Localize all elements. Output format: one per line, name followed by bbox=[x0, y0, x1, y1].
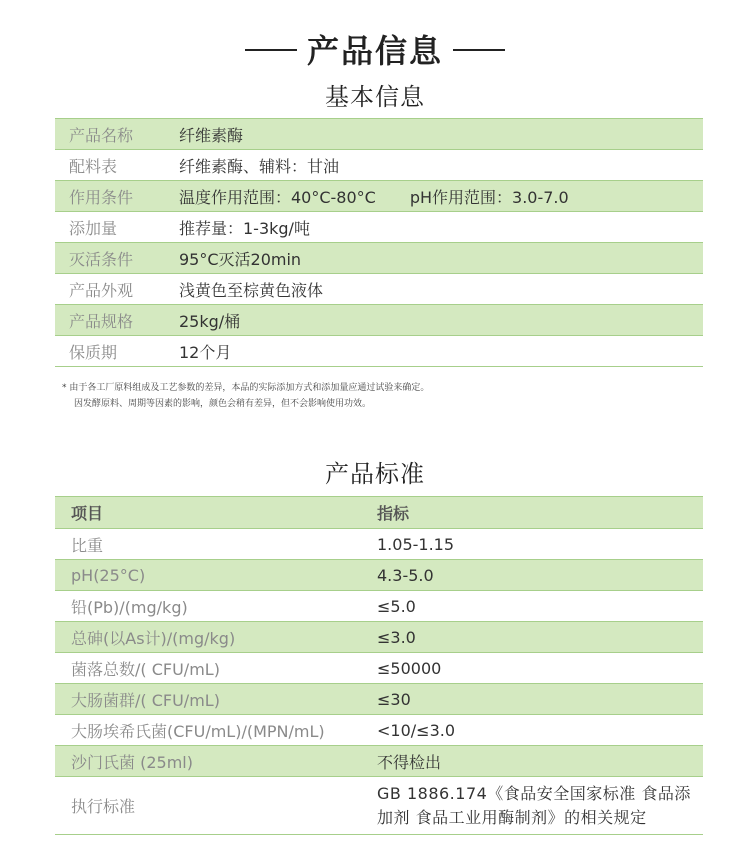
table-row bbox=[55, 560, 703, 591]
row-value: 25kg/桶 bbox=[179, 305, 703, 336]
standards-title: 产品标准 bbox=[325, 460, 425, 488]
title-dash-right bbox=[453, 49, 505, 51]
title-dash-left bbox=[245, 49, 297, 51]
row-value: ≤5.0 bbox=[377, 591, 703, 622]
row-value bbox=[179, 181, 703, 212]
row-item: 沙门氏菌 (25ml) bbox=[55, 746, 377, 777]
row-value: 推荐量：1-3kg/吨 bbox=[179, 212, 703, 243]
row-item: 铅(Pb)/(mg/kg) bbox=[55, 591, 377, 622]
basic-info-table bbox=[55, 118, 703, 367]
page-title bbox=[0, 26, 750, 72]
table-row bbox=[55, 715, 703, 746]
table-row bbox=[55, 777, 703, 835]
standards-table bbox=[55, 496, 703, 835]
row-value: GB 1886.174《食品安全国家标准 食品添加剂 食品工业用酶制剂》的相关规定 bbox=[377, 777, 703, 835]
table-row bbox=[55, 529, 703, 560]
row-value: 浅黄色至棕黄色液体 bbox=[179, 274, 703, 305]
row-value: 1.05-1.15 bbox=[377, 529, 703, 560]
row-item: 比重 bbox=[55, 529, 377, 560]
row-value: 纤维素酶 bbox=[179, 119, 703, 150]
row-value: <10/≤3.0 bbox=[377, 715, 703, 746]
table-header-row bbox=[55, 497, 703, 529]
row-label: 保质期 bbox=[55, 336, 179, 367]
table-row bbox=[55, 591, 703, 622]
temperature-range: 温度作用范围：40°C-80°C bbox=[179, 187, 376, 207]
table-row bbox=[55, 119, 703, 150]
row-label: 产品外观 bbox=[55, 274, 179, 305]
row-value: ≤30 bbox=[377, 684, 703, 715]
basic-info-title: 基本信息 bbox=[325, 83, 425, 111]
row-item: 总砷(以As计)/(mg/kg) bbox=[55, 622, 377, 653]
row-label: 添加量 bbox=[55, 212, 179, 243]
row-value: ≤50000 bbox=[377, 653, 703, 684]
row-label: 作用条件 bbox=[55, 181, 179, 212]
row-label: 灭活条件 bbox=[55, 243, 179, 274]
row-label: 配料表 bbox=[55, 150, 179, 181]
footnote-1: * 由于各工厂原料组成及工艺参数的差异，本品的实际添加方式和添加量应通过试验来确定。 bbox=[62, 383, 430, 393]
row-item: 大肠埃希氏菌(CFU/mL)/(MPN/mL) bbox=[55, 715, 377, 746]
column-header-value: 指标 bbox=[377, 497, 703, 529]
table-row bbox=[55, 684, 703, 715]
row-item: 执行标准 bbox=[55, 777, 377, 835]
row-label: 产品规格 bbox=[55, 305, 179, 336]
footnote-2: 因发酵原料、周期等因素的影响，颜色会稍有差异，但不会影响使用功效。 bbox=[74, 399, 372, 409]
column-header-item: 项目 bbox=[55, 497, 377, 529]
table-row bbox=[55, 622, 703, 653]
page-title-text: 产品信息 bbox=[306, 32, 443, 70]
row-item: pH(25°C) bbox=[55, 560, 377, 591]
table-row bbox=[55, 212, 703, 243]
row-item: 菌落总数/( CFU/mL) bbox=[55, 653, 377, 684]
row-label: 产品名称 bbox=[55, 119, 179, 150]
row-value: 4.3-5.0 bbox=[377, 560, 703, 591]
row-value: 12个月 bbox=[179, 336, 703, 367]
ph-range: pH作用范围：3.0-7.0 bbox=[409, 187, 569, 207]
row-value: 95°C灭活20min bbox=[179, 243, 703, 274]
row-value: 不得检出 bbox=[377, 746, 703, 777]
row-value: 纤维素酶、辅料：甘油 bbox=[179, 150, 703, 181]
table-row bbox=[55, 243, 703, 274]
table-row bbox=[55, 181, 703, 212]
table-row bbox=[55, 305, 703, 336]
row-item: 大肠菌群/( CFU/mL) bbox=[55, 684, 377, 715]
row-value: ≤3.0 bbox=[377, 622, 703, 653]
table-row bbox=[55, 336, 703, 367]
table-row bbox=[55, 274, 703, 305]
table-row bbox=[55, 746, 703, 777]
table-row bbox=[55, 150, 703, 181]
table-row bbox=[55, 653, 703, 684]
